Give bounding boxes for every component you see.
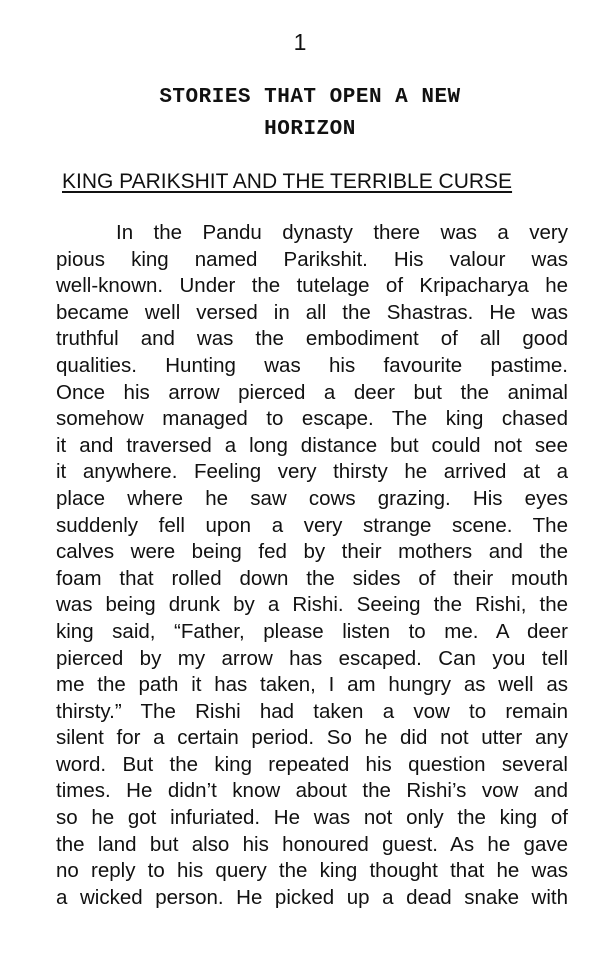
text-line: In the Pandu dynasty there was a very (116, 221, 568, 244)
text-line: well-known. Under the tutelage of Kripacharya he (56, 274, 568, 298)
text-line: me the path it has taken, I am hungry as well as (56, 673, 568, 697)
page-number: 1 (293, 29, 307, 55)
text-line: foam that rolled down the sides of their mouth (56, 566, 568, 590)
text-line: it and traversed a long distance but could not see (56, 433, 568, 457)
text-line: silent for a certain period. So he did not utter any (56, 726, 568, 750)
text-line: pious king named Parikshit. His valour was (56, 247, 568, 271)
text-line: qualities. Hunting was his favourite pastime. (56, 353, 568, 377)
text-line: somehow managed to escape. The king chased (56, 407, 568, 431)
text-line: no reply to his query the king thought that he was (56, 859, 568, 883)
text-line: it anywhere. Feeling very thirsty he arrived at a (56, 460, 568, 484)
text-line: was being drunk by a Rishi. Seeing the Rishi, the (56, 593, 568, 617)
text-line: truthful and was the embodiment of all good (56, 327, 568, 351)
story-body (56, 220, 568, 911)
text-line: Once his arrow pierced a deer but the animal (56, 380, 568, 404)
text-line: a wicked person. He picked up a dead snake with (56, 885, 568, 909)
text-line: so he got infuriated. He was not only the king of (56, 806, 568, 830)
text-line: the land but also his honoured guest. As he gave (56, 832, 568, 856)
story-title: KING PARIKSHIT AND THE TERRIBLE CURSE (62, 170, 513, 193)
text-line: calves were being fed by their mothers and the (56, 540, 568, 564)
chapter-title (60, 82, 560, 146)
chapter-title-line-1: STORIES THAT OPEN A NEW (159, 86, 461, 109)
text-line: word. But the king repeated his question several (56, 752, 568, 776)
text-line: suddenly fell upon a very strange scene. The (56, 513, 568, 537)
text-line: place where he saw cows grazing. His eyes (56, 486, 568, 510)
text-line: times. He didn’t know about the Rishi’s vow and (56, 779, 568, 803)
chapter-title-line-2: HORIZON (264, 118, 356, 141)
text-line: king said, “Father, please listen to me. A deer (56, 619, 568, 643)
text-line: pierced by my arrow has escaped. Can you tell (56, 646, 568, 670)
text-line: thirsty.” The Rishi had taken a vow to remain (56, 699, 568, 723)
text-line: became well versed in all the Shastras. He was (56, 300, 568, 324)
